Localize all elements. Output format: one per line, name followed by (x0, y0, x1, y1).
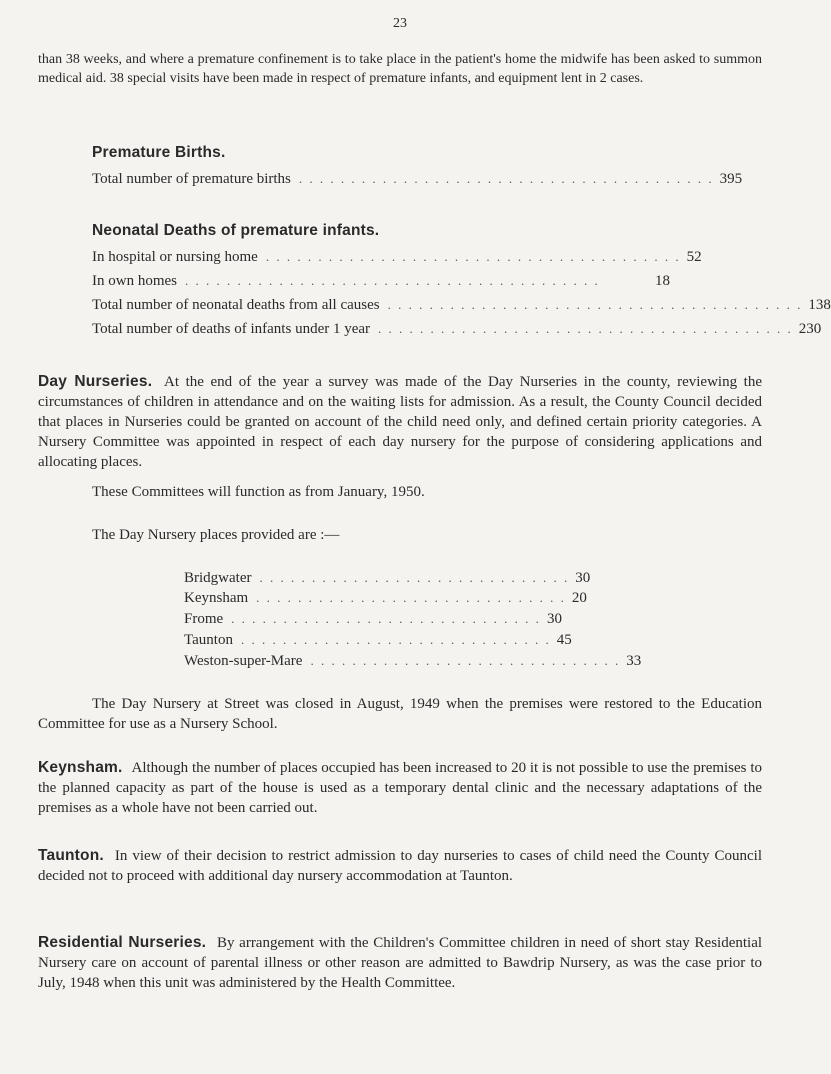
leader-dots: . . . . . . . . . . . . . . . . . . . . . . . . . . . . . . . . . . . . . . . . (387, 297, 803, 312)
keynsham-paragraph (38, 758, 762, 818)
nursery-place-row (184, 568, 591, 588)
places-intro: The Day Nursery places provided are :— (92, 527, 340, 543)
neonatal-row (92, 247, 702, 267)
stat-value: 230 (798, 321, 822, 337)
leader-dots: . . . . . . . . . . . . . . . . . . . . . . . . . . . . . . (259, 570, 570, 585)
leader-dots: . . . . . . . . . . . . . . . . . . . . . . . . . . . . . . . . . . . . . . . . (185, 273, 600, 288)
leader-dots: . . . . . . . . . . . . . . . . . . . . . . . . . . . . . . (310, 653, 621, 668)
stat-label: Total number of premature births (92, 171, 291, 187)
nursery-place-row (184, 651, 642, 671)
leader-dots: . . . . . . . . . . . . . . . . . . . . . . . . . . . . . . (231, 611, 541, 626)
stat-label: Total number of deaths of infants under 1 year (92, 321, 371, 337)
leader-dots: . . . . . . . . . . . . . . . . . . . . . . . . . . . . . . . . . . . . . . . . (378, 321, 793, 336)
premature-total-row (92, 169, 743, 189)
stat-value: 18 (655, 273, 670, 289)
nursery-places-value: 20 (571, 590, 587, 606)
leader-dots: . . . . . . . . . . . . . . . . . . . . . . . . . . . . . . . . . . . . . . . . (265, 249, 681, 264)
residential-paragraph (38, 933, 762, 993)
nursery-name: Weston-super-Mare (184, 653, 303, 669)
stat-value: 138 (808, 297, 831, 313)
nursery-name: Bridgwater (184, 570, 252, 586)
residential-heading: Residential Nurseries. (38, 934, 207, 951)
leader-dots: . . . . . . . . . . . . . . . . . . . . . . . . . . . . . . (240, 632, 551, 647)
neonatal-deaths-heading: Neonatal Deaths of premature infants. (92, 222, 380, 239)
residential-text: By arrangement with the Children's Committee children in need of short stay Residential Nursery care on account of parental illness or other reason are admitted to Bawdrip Nursery, as was the case prior to July, 1948 when this unit was administered by the Health Committee. (38, 935, 763, 991)
leader-dots: . . . . . . . . . . . . . . . . . . . . . . . . . . . . . . (256, 590, 566, 605)
stat-label: In own homes (92, 273, 177, 289)
stat-value: 52 (686, 249, 702, 265)
neonatal-row (92, 295, 831, 315)
keynsham-heading: Keynsham. (38, 759, 123, 776)
intro-paragraph: than 38 weeks, and where a premature confinement is to take place in the patient's home the midwife has been asked to summon medical aid. 38 special visits have been made in respect of premature infants, and equipment lent in 2 cases. (38, 52, 762, 86)
nursery-name: Taunton (184, 632, 233, 648)
nursery-place-row (184, 609, 562, 629)
stat-label: Total number of neonatal deaths from all causes (92, 297, 380, 313)
committees-sentence: These Committees will function as from January, 1950. (92, 484, 425, 500)
leader-dots: . . . . . . . . . . . . . . . . . . . . . . . . . . . . . . . . . . . . . . . . (298, 171, 714, 186)
premature-births-heading: Premature Births. (92, 144, 226, 161)
nursery-places-value: 33 (626, 653, 642, 669)
nursery-name: Keynsham (184, 590, 249, 606)
neonatal-row (92, 319, 822, 339)
neonatal-row (92, 271, 670, 291)
day-nurseries-paragraph (38, 372, 762, 472)
taunton-heading: Taunton. (38, 847, 104, 864)
day-nurseries-heading: Day Nurseries. (38, 373, 153, 390)
nursery-place-row (184, 630, 572, 650)
nursery-places-value: 30 (547, 611, 562, 627)
keynsham-text: Although the number of places occupied has been increased to 20 it is not possible to use the premises to the planned capacity as part of the house is used as a temporary dental clinic and the necessary adaptations of the premises as a whole have not been carried out. (38, 760, 762, 816)
stat-label: In hospital or nursing home (92, 249, 258, 265)
day-nurseries-text: At the end of the year a survey was made of the Day Nurseries in the county, reviewing the circumstances of children in attendance and on the waiting lists for admission. As a result, the County Council decided that places in Nurseries could be granted on account of the child need only, and defined certain priority categories. A Nursery Committee was appointed in respect of each day nursery for the purpose of considering applications and allocating places. (38, 374, 762, 470)
stat-value: 395 (719, 171, 743, 187)
taunton-paragraph (38, 846, 762, 886)
nursery-place-row (184, 588, 587, 608)
taunton-text: In view of their decision to restrict admission to day nurseries to cases of child need the County Council decided not to proceed with additional day nursery accommodation at Taunton. (38, 848, 763, 884)
nursery-places-value: 30 (575, 570, 591, 586)
nursery-name: Frome (184, 611, 224, 627)
page-number: 23 (393, 16, 407, 31)
nursery-places-value: 45 (556, 632, 572, 648)
street-paragraph: The Day Nursery at Street was closed in August, 1949 when the premises were restored to the Education Committee for use as a Nursery School. (38, 696, 762, 732)
